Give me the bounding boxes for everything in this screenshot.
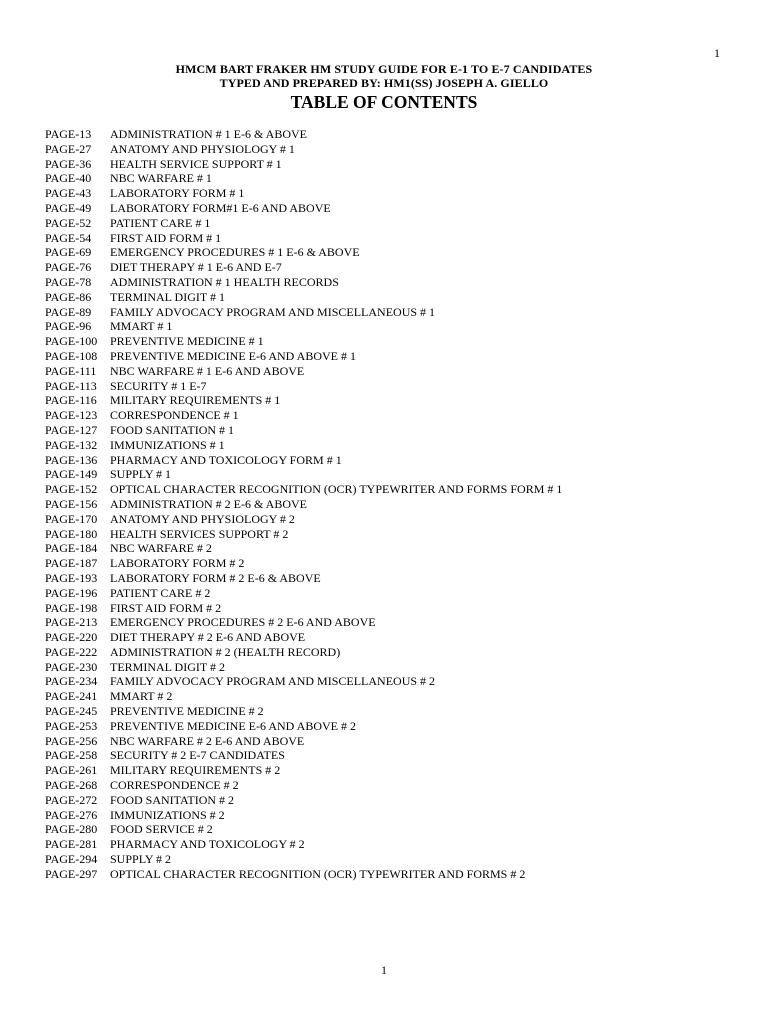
toc-page-ref: PAGE-261 (45, 763, 98, 778)
toc-page-ref: PAGE-76 (45, 260, 92, 275)
toc-page-ref: PAGE-13 (45, 127, 92, 141)
toc-page-ref: PAGE-193 (45, 570, 98, 585)
toc-entry (45, 822, 562, 837)
page-number-bottom: 1 (381, 963, 387, 977)
toc-entry (45, 615, 562, 630)
toc-topic: LABORATORY FORM # 1 (110, 186, 245, 201)
toc-topic: FIRST AID FORM # 1 (110, 230, 222, 245)
toc-page-ref: PAGE-220 (45, 630, 98, 645)
toc-entry (45, 423, 562, 438)
toc-page-ref: PAGE-69 (45, 245, 92, 260)
toc-entry (45, 364, 562, 379)
toc-entry (45, 275, 562, 290)
toc-entry (45, 290, 562, 305)
toc-entry (45, 334, 562, 349)
toc-page-ref: PAGE-136 (45, 452, 98, 467)
toc-entry (45, 748, 562, 763)
toc-entry (45, 704, 562, 719)
toc-entry (45, 245, 562, 260)
toc-page-ref: PAGE-127 (45, 422, 98, 437)
toc-entry (45, 674, 562, 689)
header-line-2: TYPED AND PREPARED BY: HM1(SS) JOSEPH A. GIELLO (219, 76, 549, 90)
toc-topic: SECURITY # 1 E-7 (110, 378, 207, 393)
toc-page-ref: PAGE-89 (45, 304, 92, 319)
toc-entry (45, 837, 562, 852)
toc-page-ref: PAGE-78 (45, 274, 92, 289)
toc-page-ref: PAGE-49 (45, 200, 92, 215)
toc-entry (45, 601, 562, 616)
toc-entry (45, 852, 562, 867)
toc-topic: FOOD SANITATION # 1 (110, 422, 235, 437)
toc-entry (45, 808, 562, 823)
toc-topic: TERMINAL DIGIT # 1 (110, 289, 225, 304)
toc-entry (45, 408, 562, 423)
toc-topic: PHARMACY AND TOXICOLOGY FORM # 1 (110, 452, 342, 467)
toc-topic: LABORATORY FORM # 2 (110, 556, 245, 571)
toc-page-ref: PAGE-40 (45, 171, 92, 186)
toc-entry (45, 512, 562, 527)
toc-topic: MMART # 2 (110, 689, 173, 704)
toc-entry (45, 867, 562, 882)
toc-topic: SUPPLY # 1 (110, 467, 172, 482)
toc-entry (45, 231, 562, 246)
toc-page-ref: PAGE-258 (45, 748, 98, 763)
toc-entry (45, 127, 562, 142)
toc-page-ref: PAGE-297 (45, 866, 98, 881)
toc-entry (45, 719, 562, 734)
toc-entry (45, 260, 562, 275)
toc-page-ref: PAGE-196 (45, 585, 98, 600)
toc-entry (45, 349, 562, 364)
toc-page-ref: PAGE-43 (45, 186, 92, 201)
toc-topic: ADMINISTRATION # 1 HEALTH RECORDS (110, 274, 339, 289)
toc-page-ref: PAGE-116 (45, 393, 97, 408)
toc-page-ref: PAGE-276 (45, 807, 98, 822)
toc-page-ref: PAGE-180 (45, 526, 98, 541)
toc-entry (45, 497, 562, 512)
toc-topic: FOOD SANITATION # 2 (110, 792, 235, 807)
toc-entry (45, 157, 562, 172)
toc-page-ref: PAGE-253 (45, 718, 98, 733)
toc-entry (45, 630, 562, 645)
toc-entry (45, 393, 562, 408)
toc-page-ref: PAGE-170 (45, 511, 98, 526)
toc-topic: EMERGENCY PROCEDURES # 2 E-6 AND ABOVE (110, 615, 376, 630)
toc-page-ref: PAGE-280 (45, 822, 98, 837)
toc-page-ref: PAGE-113 (45, 378, 97, 393)
toc-page-ref: PAGE-86 (45, 289, 92, 304)
toc-topic: IMMUNIZATIONS # 2 (110, 807, 225, 822)
toc-topic: SECURITY # 2 E-7 CANDIDATES (110, 748, 285, 763)
toc-topic: PREVENTIVE MEDICINE E-6 AND ABOVE # 2 (110, 718, 356, 733)
toc-topic: PREVENTIVE MEDICINE # 1 (110, 334, 264, 349)
toc-topic: ADMINISTRATION # 2 (HEALTH RECORD) (110, 644, 341, 659)
toc-entry (45, 171, 562, 186)
toc-entry (45, 438, 562, 453)
toc-page-ref: PAGE-108 (45, 348, 98, 363)
toc-topic: OPTICAL CHARACTER RECOGNITION (OCR) TYPEWRITER AND FORMS # 2 (110, 866, 526, 881)
toc-topic: MILITARY REQUIREMENTS # 2 (110, 763, 281, 778)
toc-entry (45, 571, 562, 586)
toc-title: TABLE OF CONTENTS (290, 92, 478, 112)
toc-entry (45, 319, 562, 334)
toc-page-ref: PAGE-281 (45, 837, 98, 852)
toc-page-ref: PAGE-96 (45, 319, 92, 334)
toc-entry (45, 305, 562, 320)
toc-entry (45, 689, 562, 704)
toc-entry (45, 379, 562, 394)
toc-page-ref: PAGE-241 (45, 689, 98, 704)
toc-topic: FAMILY ADVOCACY PROGRAM AND MISCELLANEOUS # 1 (110, 304, 436, 319)
toc-entry (45, 778, 562, 793)
toc-topic: CORRESPONDENCE # 1 (110, 408, 239, 423)
toc-topic: FOOD SERVICE # 2 (110, 822, 213, 837)
toc-topic: PATIENT CARE # 1 (110, 215, 211, 230)
toc-topic: SUPPLY # 2 (110, 852, 172, 867)
toc-page-ref: PAGE-234 (45, 674, 98, 689)
toc-page-ref: PAGE-256 (45, 733, 98, 748)
toc-topic: MILITARY REQUIREMENTS # 1 (110, 393, 281, 408)
toc-entry (45, 467, 562, 482)
toc-entry (45, 734, 562, 749)
toc-topic: DIET THERAPY # 1 E-6 AND E-7 (110, 260, 282, 275)
toc-topic: IMMUNIZATIONS # 1 (110, 437, 225, 452)
toc-topic: PATIENT CARE # 2 (110, 585, 211, 600)
toc-topic: CORRESPONDENCE # 2 (110, 778, 239, 793)
toc-entry (45, 541, 562, 556)
toc-topic: OPTICAL CHARACTER RECOGNITION (OCR) TYPEWRITER AND FORMS FORM # 1 (110, 482, 563, 497)
toc-entry (45, 527, 562, 542)
toc-entry (45, 586, 562, 601)
toc-topic: FIRST AID FORM # 2 (110, 600, 222, 615)
toc-page-ref: PAGE-156 (45, 496, 98, 511)
document-header (0, 62, 768, 113)
toc-topic: DIET THERAPY # 2 E-6 AND ABOVE (110, 630, 306, 645)
toc-page-ref: PAGE-52 (45, 215, 92, 230)
toc-entry (45, 556, 562, 571)
toc-topic: MMART # 1 (110, 319, 173, 334)
toc-page-ref: PAGE-222 (45, 644, 98, 659)
page-number-top: 1 (714, 46, 720, 60)
toc-page-ref: PAGE-36 (45, 156, 92, 171)
toc-entry (45, 763, 562, 778)
toc-entry (45, 216, 562, 231)
toc-page-ref: PAGE-152 (45, 482, 98, 497)
toc-page-ref: PAGE-123 (45, 408, 98, 423)
toc-entry (45, 453, 562, 468)
toc-entry (45, 660, 562, 675)
toc-topic: NBC WARFARE # 1 E-6 AND ABOVE (110, 363, 305, 378)
header-line-1: HMCM BART FRAKER HM STUDY GUIDE FOR E-1 TO E-7 CANDIDATES (175, 62, 593, 76)
toc-topic: ANATOMY AND PHYSIOLOGY # 2 (110, 511, 295, 526)
toc-entry (45, 201, 562, 216)
toc-topic: PREVENTIVE MEDICINE E-6 AND ABOVE # 1 (110, 348, 356, 363)
toc-topic: ADMINISTRATION # 2 E-6 & ABOVE (110, 496, 307, 511)
toc-page-ref: PAGE-27 (45, 141, 92, 156)
toc-topic: NBC WARFARE # 1 (110, 171, 212, 186)
toc-topic: FAMILY ADVOCACY PROGRAM AND MISCELLANEOUS # 2 (110, 674, 436, 689)
toc-page-ref: PAGE-198 (45, 600, 98, 615)
toc-page-ref: PAGE-230 (45, 659, 98, 674)
toc-topic: ADMINISTRATION # 1 E-6 & ABOVE (110, 127, 307, 141)
toc-page-ref: PAGE-294 (45, 852, 98, 867)
toc-page-ref: PAGE-111 (45, 363, 97, 378)
toc-topic: HEALTH SERVICES SUPPORT # 2 (110, 526, 289, 541)
toc-entry (45, 482, 562, 497)
toc-page-ref: PAGE-132 (45, 437, 98, 452)
toc-page-ref: PAGE-213 (45, 615, 98, 630)
toc-topic: HEALTH SERVICE SUPPORT # 1 (110, 156, 282, 171)
toc-topic: NBC WARFARE # 2 E-6 AND ABOVE (110, 733, 305, 748)
toc-topic: NBC WARFARE # 2 (110, 541, 212, 556)
toc-entry (45, 142, 562, 157)
toc-page-ref: PAGE-187 (45, 556, 98, 571)
toc-entry (45, 645, 562, 660)
toc-entry (45, 793, 562, 808)
toc-page-ref: PAGE-184 (45, 541, 98, 556)
toc-topic: EMERGENCY PROCEDURES # 1 E-6 & ABOVE (110, 245, 360, 260)
toc-page-ref: PAGE-54 (45, 230, 92, 245)
toc-topic: TERMINAL DIGIT # 2 (110, 659, 225, 674)
toc-topic: ANATOMY AND PHYSIOLOGY # 1 (110, 141, 295, 156)
toc-topic: PHARMACY AND TOXICOLOGY # 2 (110, 837, 305, 852)
toc-topic: LABORATORY FORM # 2 E-6 & ABOVE (110, 570, 321, 585)
toc-list (45, 127, 562, 882)
toc-topic: LABORATORY FORM#1 E-6 AND ABOVE (110, 200, 331, 215)
toc-page-ref: PAGE-272 (45, 792, 98, 807)
toc-page-ref: PAGE-100 (45, 334, 98, 349)
toc-page-ref: PAGE-268 (45, 778, 98, 793)
toc-page-ref: PAGE-149 (45, 467, 98, 482)
toc-page-ref: PAGE-245 (45, 704, 98, 719)
toc-entry (45, 186, 562, 201)
toc-topic: PREVENTIVE MEDICINE # 2 (110, 704, 264, 719)
